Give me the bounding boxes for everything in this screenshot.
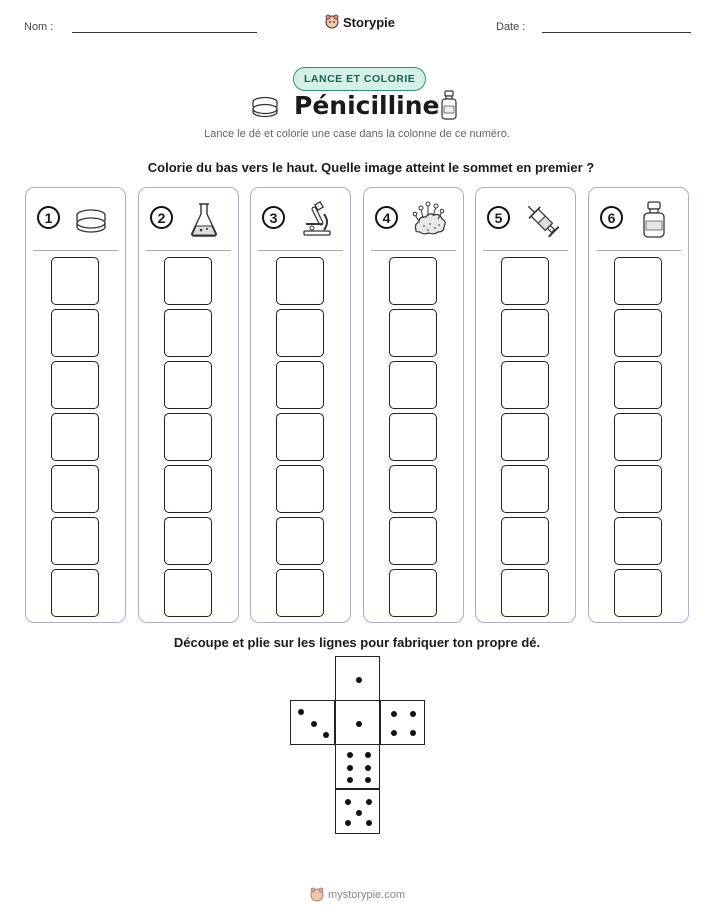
petri-dish-icon	[250, 95, 280, 119]
die-pip	[365, 777, 371, 783]
color-box[interactable]	[276, 361, 324, 409]
color-box[interactable]	[389, 257, 437, 305]
page-title: Pénicilline	[294, 91, 440, 120]
color-box[interactable]	[276, 569, 324, 617]
column-4	[363, 187, 464, 623]
color-box[interactable]	[501, 361, 549, 409]
color-box[interactable]	[51, 361, 99, 409]
footer	[310, 887, 405, 903]
die-pip	[391, 730, 397, 736]
column-number: 3	[262, 206, 285, 229]
column-3	[250, 187, 351, 623]
color-box[interactable]	[276, 413, 324, 461]
column-divider	[596, 250, 681, 251]
game-instruction: Colorie du bas vers le haut. Quelle image atteint le sommet en premier ?	[147, 160, 595, 175]
date-label: Date :	[496, 21, 526, 33]
die-face-4	[380, 700, 425, 745]
storypie-mascot-icon	[325, 14, 339, 30]
color-box[interactable]	[501, 465, 549, 513]
die-face-6	[335, 744, 380, 789]
die-face-3	[290, 700, 335, 745]
column-divider	[146, 250, 231, 251]
column-number: 5	[487, 206, 510, 229]
die-face-1	[335, 656, 380, 701]
activity-badge: LANCE ET COLORIE	[293, 67, 426, 91]
die-pip	[347, 765, 353, 771]
brand-logo	[325, 14, 395, 30]
column-1	[25, 187, 126, 623]
color-box[interactable]	[51, 465, 99, 513]
mold-icon	[411, 200, 447, 238]
name-label: Nom :	[24, 21, 54, 33]
column-number: 6	[600, 206, 623, 229]
die-pip	[356, 721, 362, 727]
date-line[interactable]	[542, 32, 691, 33]
footer-url[interactable]: mystorypie.com	[328, 889, 406, 901]
color-box[interactable]	[276, 517, 324, 565]
color-box[interactable]	[614, 465, 662, 513]
petri-dish-icon	[73, 200, 109, 238]
color-box[interactable]	[501, 517, 549, 565]
color-box[interactable]	[389, 361, 437, 409]
die-pip	[410, 730, 416, 736]
die-pip	[298, 709, 304, 715]
color-box[interactable]	[51, 309, 99, 357]
die-pip	[366, 799, 372, 805]
color-box[interactable]	[164, 361, 212, 409]
die-pip	[410, 711, 416, 717]
storypie-mascot-icon	[310, 887, 324, 903]
color-box[interactable]	[276, 257, 324, 305]
column-divider	[258, 250, 343, 251]
name-line[interactable]	[72, 32, 257, 33]
page-subtitle: Lance le dé et colorie une case dans la colonne de ce numéro.	[204, 128, 510, 140]
color-box[interactable]	[614, 361, 662, 409]
die-pip	[347, 777, 353, 783]
column-number: 1	[37, 206, 60, 229]
color-box[interactable]	[389, 517, 437, 565]
microscope-icon	[298, 200, 334, 238]
color-box[interactable]	[276, 465, 324, 513]
color-box[interactable]	[51, 257, 99, 305]
color-box[interactable]	[614, 413, 662, 461]
brand-name: Storypie	[343, 14, 396, 30]
die-pip	[365, 752, 371, 758]
color-box[interactable]	[276, 309, 324, 357]
syringe-icon	[523, 200, 559, 238]
color-box[interactable]	[501, 413, 549, 461]
die-pip	[391, 711, 397, 717]
column-6	[588, 187, 689, 623]
color-box[interactable]	[164, 569, 212, 617]
color-box[interactable]	[51, 413, 99, 461]
vial-icon	[636, 200, 672, 238]
die-face-1	[335, 700, 380, 745]
die-pip	[323, 732, 329, 738]
color-box[interactable]	[614, 569, 662, 617]
die-net	[290, 656, 426, 836]
column-2	[138, 187, 239, 623]
color-box[interactable]	[389, 413, 437, 461]
color-box[interactable]	[51, 569, 99, 617]
color-box[interactable]	[501, 257, 549, 305]
die-instruction: Découpe et plie sur les lignes pour fabriquer ton propre dé.	[173, 635, 541, 650]
column-5	[475, 187, 576, 623]
die-pip	[345, 820, 351, 826]
flask-icon	[186, 200, 222, 238]
die-pip	[365, 765, 371, 771]
color-box[interactable]	[614, 517, 662, 565]
die-pip	[356, 677, 362, 683]
color-box[interactable]	[389, 309, 437, 357]
color-box[interactable]	[164, 517, 212, 565]
color-box[interactable]	[164, 257, 212, 305]
vial-icon	[440, 90, 458, 120]
color-box[interactable]	[164, 413, 212, 461]
column-number: 2	[150, 206, 173, 229]
color-box[interactable]	[501, 569, 549, 617]
color-box[interactable]	[614, 309, 662, 357]
column-divider	[483, 250, 568, 251]
color-box[interactable]	[501, 309, 549, 357]
color-box[interactable]	[164, 309, 212, 357]
die-pip	[347, 752, 353, 758]
color-box[interactable]	[389, 465, 437, 513]
color-box[interactable]	[164, 465, 212, 513]
die-face-5	[335, 789, 380, 834]
die-pip	[311, 721, 317, 727]
die-pip	[356, 810, 362, 816]
die-pip	[366, 820, 372, 826]
column-number: 4	[375, 206, 398, 229]
die-pip	[345, 799, 351, 805]
column-divider	[371, 250, 456, 251]
color-box[interactable]	[614, 257, 662, 305]
color-box[interactable]	[51, 517, 99, 565]
color-box[interactable]	[389, 569, 437, 617]
column-divider	[33, 250, 118, 251]
